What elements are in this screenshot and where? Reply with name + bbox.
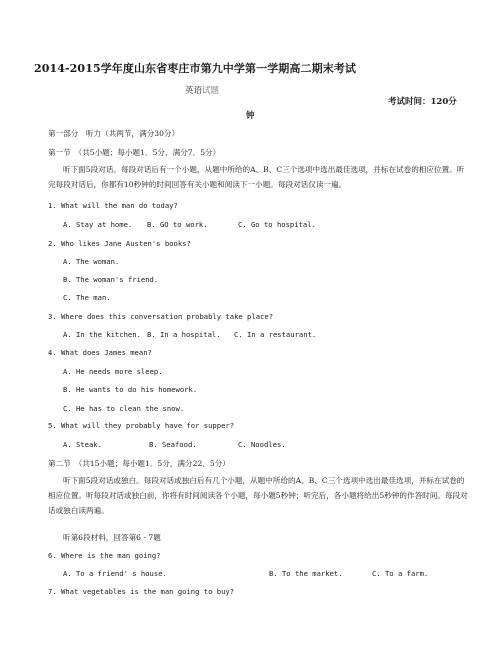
q1-option-a: A. Stay at home. [63, 220, 133, 229]
part1-heading: 第一部分 听力（共两节，满分30分） [48, 129, 180, 138]
exam-time: 考试时间：120分 [388, 97, 457, 107]
q3-option-b: B. In a hospital. [147, 330, 221, 339]
q3-option-c: C. In a restaurant. [234, 330, 317, 339]
q5-option-c: C. Noodles. [238, 440, 286, 449]
question-4: 4. What does James mean? [48, 348, 152, 357]
q2-option-b: B. The woman's friend. [63, 275, 159, 284]
question-2: 2. Who likes Jane Austen's books? [48, 239, 191, 248]
section2-material-6: 听第6段材料，回答第6 - 7题 [63, 533, 161, 542]
q1-option-c: C. Go to hospital. [238, 220, 316, 229]
exam-title: 2014-2015学年度山东省枣庄市第九中学第一学期高二期末考试 [34, 62, 356, 75]
subject-label-b: 试题 [202, 86, 220, 96]
q3-option-a: A. In the kitchen. [63, 330, 141, 339]
q4-option-a: A. He needs more sleep. [63, 367, 163, 376]
subject-label [185, 84, 219, 96]
q6-option-b: B. To the market. [269, 569, 343, 578]
question-7: 7. What vegetables is the man going to buy? [48, 587, 235, 596]
q5-option-a: A. Steak. [63, 440, 102, 449]
section1-heading: 第一节 （共5小题；每小题1．5分，满分7．5分） [48, 148, 221, 157]
section2-heading: 第二节 （共15小题；每小题1．5分，满分22．5分） [48, 459, 230, 468]
q2-option-a: A. The woman. [63, 257, 120, 266]
exam-time-unit: 钟 [246, 111, 255, 121]
subject-label-a: 英语 [185, 86, 203, 96]
q6-option-a: A. To a friend' s house. [63, 569, 167, 578]
q4-option-c: C. He has to clean the snow. [63, 404, 185, 413]
q6-option-c: C. To a farm. [372, 569, 429, 578]
question-3: 3. Where does this conversation probably take place? [48, 312, 274, 321]
q4-option-b: B. He wants to do his homework. [63, 385, 198, 394]
section2-instructions: 听下面5段对话或独白。每段对话或独白后有几个小题，从题中所给的A、B、C三个选项中选出最佳选项，并标在试卷的相应位置。听每段对话或独白前，你将有时间阅读各个小题，每小题5秒钟；听完后，各小题将给出5秒钟的作答时间。每段对话或独白读两遍。 [48, 476, 468, 515]
question-1: 1. What will the man do today? [48, 201, 178, 210]
q5-option-b: B. Seafood. [149, 440, 197, 449]
question-6: 6. Where is the man going? [48, 551, 161, 560]
question-5: 5. What will they probably have for supper? [48, 421, 235, 430]
q2-option-c: C. The man. [63, 293, 111, 302]
q1-option-b: B. GO to work. [147, 220, 208, 229]
section1-instructions: 听下面5段对话。每段对话后有一个小题，从题中所给的A、B、C三个选项中选出最佳选项，并标在试卷的相应位置。听完每段对话后，你都有10秒钟的时间回答有关小题和阅读下一小题。每段对话仅读一遍。 [48, 165, 465, 189]
